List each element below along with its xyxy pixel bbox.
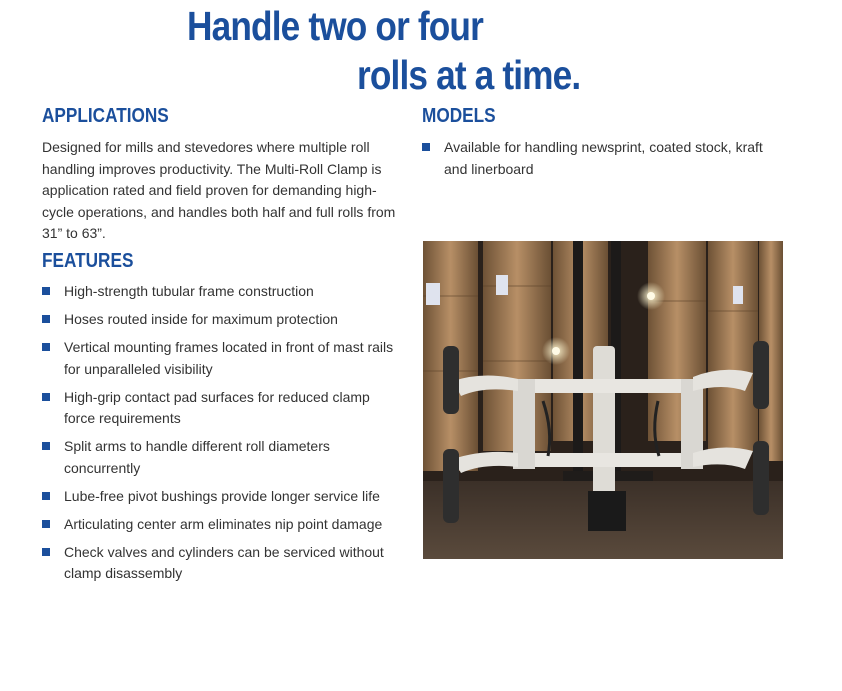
- product-photo: [423, 241, 783, 559]
- square-bullet-icon: [42, 442, 50, 450]
- headline-line-2: rolls at a time.: [357, 52, 581, 98]
- headline-line-1: Handle two or four: [187, 3, 483, 49]
- feature-item-text: Lube-free pivot bushings provide longer service life: [64, 487, 380, 504]
- square-bullet-icon: [42, 315, 50, 323]
- feature-item-text: Articulating center arm eliminates nip point damage: [64, 515, 383, 532]
- features-list: [42, 281, 402, 591]
- features-title: FEATURES: [42, 250, 134, 272]
- square-bullet-icon: [42, 393, 50, 401]
- feature-item-text: High-strength tubular frame construction: [64, 283, 314, 299]
- square-bullet-icon: [42, 520, 50, 528]
- list-item: [42, 542, 402, 585]
- multi-roll-clamp-photo: [423, 241, 783, 559]
- feature-item-text: Split arms to handle different roll diameters concurrently: [64, 438, 330, 476]
- square-bullet-icon: [42, 287, 50, 295]
- list-item: [422, 137, 782, 180]
- feature-item-text: High-grip contact pad surfaces for reduced clamp force requirements: [64, 388, 370, 426]
- list-item: [42, 486, 402, 508]
- list-item: [42, 281, 402, 303]
- models-list: [422, 137, 782, 180]
- model-item-text: Available for handling newsprint, coated stock, kraft and linerboard: [444, 139, 763, 177]
- applications-title: APPLICATIONS: [42, 105, 169, 127]
- feature-item-text: Vertical mounting frames located in front of mast rails for unparalleled visibility: [64, 339, 394, 377]
- list-item: [42, 436, 402, 479]
- applications-body: Designed for mills and stevedores where multiple roll handling improves productivity. The Multi-Roll Clamp is application rated and field proven for demanding high-cycle operations, and handles both half and full rolls from 31” to 63”.: [42, 139, 396, 241]
- list-item: [42, 337, 402, 380]
- square-bullet-icon: [422, 143, 430, 151]
- square-bullet-icon: [42, 492, 50, 500]
- feature-item-text: Check valves and cylinders can be serviced without clamp disassembly: [64, 543, 384, 581]
- square-bullet-icon: [42, 548, 50, 556]
- list-item: [42, 387, 402, 430]
- square-bullet-icon: [42, 343, 50, 351]
- feature-item-text: Hoses routed inside for maximum protection: [64, 311, 338, 327]
- list-item: [42, 514, 402, 536]
- list-item: [42, 309, 402, 331]
- models-title: MODELS: [422, 105, 496, 127]
